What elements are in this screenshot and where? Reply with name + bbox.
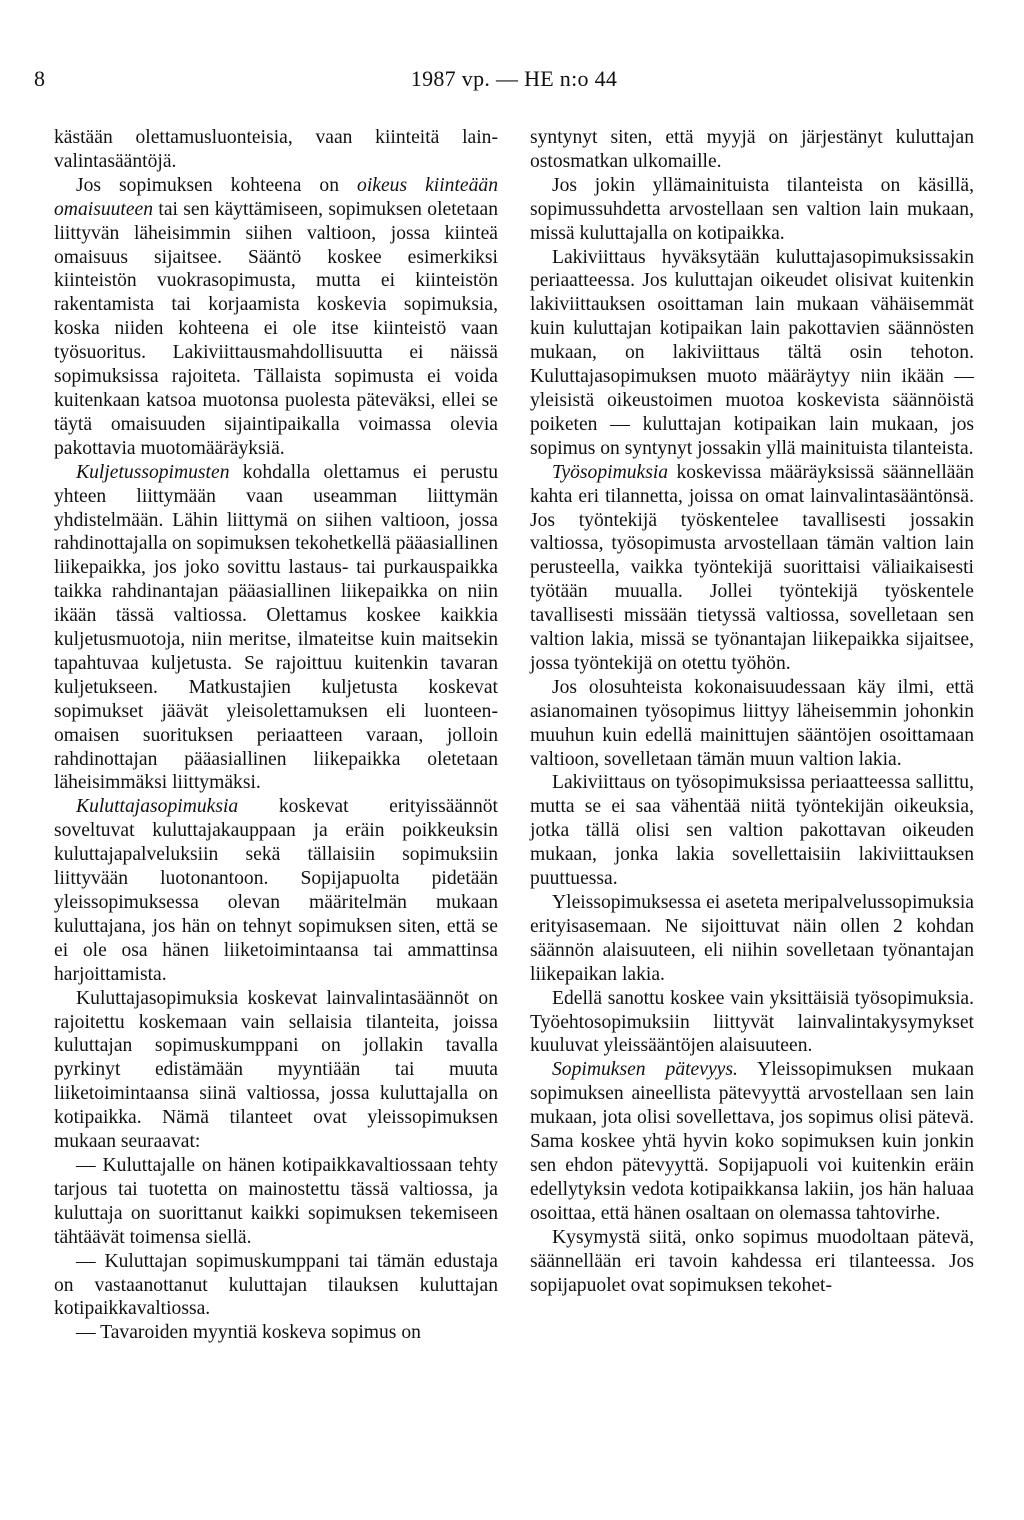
paragraph [530, 461, 974, 676]
text-run: kästään olettamusluonteisia, vaan kiinteitä lainvalintasääntöjä. [54, 127, 498, 172]
text-run: kohdalla olettamus ei perustu yhteen liittymään vaan useamman liittymän yhdistelmään. Lähin liittymä on siihen valtioon, jossa rahdinottajalla on sopimuksen tekohetkellä pääasiallinen liikepaikka, jos joko sovittu lastaus- tai purkauspaikka taikka rahdinantajan pääasiallinen liikepaikka on niin ikään tässä valtiossa. Olettamus koskee kaikkia kuljetusmuotoja, niin meritse, ilmateitse kuin maitsekin tapahtuvaa kuljetusta. Se rajoittuu kuitenkin tavaran kuljetukseen. Matkustajien kuljetusta koskevat sopimukset jäävät yleisolettamuksen eli luonteenomaisen suorituksen periaatteen varaan, jolloin rahdinottajan pääasiallinen liikepaikka oletetaan läheisimmäksi liittymäksi. [54, 461, 498, 794]
paragraph [530, 987, 974, 1059]
page-number: 8 [34, 66, 45, 91]
text-run: Lakiviittaus hyväksytään kuluttajasopimuksissakin periaatteessa. Jos kuluttajan oikeudet olisivat kuitenkin lakiviittauksen osoittaman lain mukaan vähäisemmät kuin kuluttajan kotipaikan lain pakottavien säännösten mukaan, on lakiviittaus tältä osin tehoton. Kuluttajasopimuksen muoto määräytyy niin ikään — yleisistä oikeustoimen muotoa koskevista säännöistä poiketen — kuluttajan kotipaikan lain mukaan, jos sopimus on syntynyt jossakin yllä mainituista tilanteista. [530, 246, 974, 459]
text-run: Kuluttajasopimuksia koskevat lainvalintasäännöt on rajoitettu koskemaan vain sellaisia tilanteita, joissa kuluttajan sopimuskumppani on jollakin tavalla pyrkinyt edistämään myyntiään tai muuta liiketoimintaansa siinä valtiossa, jossa kuluttajalla on kotipaikka. Nämä tilanteet ovat yleissopimuksen mukaan seuraavat: [54, 987, 498, 1153]
right-column [530, 126, 974, 1297]
paragraph [54, 174, 498, 461]
italic-term: Kuljetussopimusten [76, 461, 230, 483]
paragraph [54, 461, 498, 796]
paragraph [530, 126, 974, 174]
paragraph [54, 126, 498, 174]
page-header [34, 66, 994, 96]
paragraph [54, 1250, 498, 1322]
italic-term: oikeus kiinteään omaisuuteen [54, 174, 498, 220]
paragraph [54, 795, 498, 986]
text-run: Yleissopimuksen mukaan sopimuksen aineellista pätevyyttä arvostellaan sen lain mukaan, jota olisi sovellettava, jos sopimus olisi pätevä. Sama koskee yhtä hyvin koko sopimuksen kuin jonkin sen ehdon pätevyyttä. Sopijapuoli voi kuitenkin eräin edellytyksin vedota kotipaikkansa lakiin, jos hän haluaa osoittaa, että hänen osaltaan on olemassa tahtovirhe. [530, 1059, 974, 1224]
paragraph [54, 1154, 498, 1250]
text-run: tai sen käyttämiseen, sopimuksen oletetaan liittyvän läheisimmin siihen valtioon, jossa kiinteä omaisuus sijaitsee. Sääntö koskee esimerkiksi kiinteistön vuokrasopimusta, mutta ei kiinteistön rakentamista tai korjaamista koskevia sopimuksia, koska niiden kohteena ei ole itse kiinteistö vaan työsuoritus. Lakiviittausmahdollisuutta ei näissä sopimuksissa rajoiteta. Tällaista sopimusta ei voida kuitenkaan katsoa muotonsa puolesta päteväksi, ellei se täytä omaisuuden sijaintipaikalla voimassa olevia pakottavia muotomääräyksiä. [54, 198, 498, 459]
paragraph [530, 1226, 974, 1298]
text-run: koskevat erityissäännöt soveltuvat kuluttajakauppaan ja eräin poikkeuksin kuluttajapalveluksiin sekä tällaisiin sopimuksiin liittyvään luotonantoon. Sopijapuolta pidetään yleissopimuksessa olevan määritelmän mukaan kuluttajana, jos hän on tehnyt sopimuksen siten, että se ei ole osa hänen liiketoimintaansa tai ammattinsa harjoittamista. [54, 796, 498, 985]
paragraph [530, 246, 974, 461]
paragraph [530, 891, 974, 987]
text-run: Edellä sanottu koskee vain yksittäisiä työsopimuksia. Työehtosopimuksiin liittyvät lainvalintakysymykset kuuluvat yleissääntöjen alaisuuteen. [530, 987, 974, 1057]
paragraph [530, 174, 974, 246]
text-run: koskevissa määräyksissä säännellään kahta eri tilannetta, joissa on omat lainvalintasääntönsä. Jos työntekijä työskentelee tavallisesti jossakin valtiossa, työsopimusta arvostellaan tämän valtion lain perusteella, vaikka työntekijä suorittaisi väliaikaisesti työtään muualla. Jollei työntekijä työskentele tavallisesti missään tietyssä valtiossa, sovelletaan sen valtion lakia, missä se työnantajan liikepaikka sijaitsee, jossa työntekijä on otettu työhön. [530, 461, 974, 674]
text-run: Lakiviittaus on työsopimuksissa periaatteessa sallittu, mutta se ei saa vähentää niitä työntekijän oikeuksia, jotka tällä olisi sen valtion pakottavan oikeuden mukaan, jonka lakia sovellettaisiin lakiviittauksen puuttuessa. [530, 772, 974, 890]
text-run: syntynyt siten, että myyjä on järjestänyt kuluttajan ostosmatkan ulkomaille. [530, 127, 974, 172]
text-run: Yleissopimuksessa ei aseteta meripalvelussopimuksia erityisasemaan. Ne sijoittuvat näin ollen 2 kohdan säännön alaisuuteen, eli niihin sovelletaan työnantajan liikepaikan lakia. [530, 892, 974, 985]
running-head: 1987 vp. — HE n:o 44 [410, 66, 618, 91]
left-column [54, 126, 498, 1345]
text-run: Jos sopimuksen kohteena on [76, 174, 358, 196]
paragraph [530, 1058, 974, 1225]
italic-term: Työsopimuksia [552, 461, 669, 483]
text-run: — Kuluttajan sopimuskumppani tai tämän edustaja on vastaanottanut kuluttajan tilauksen kuluttajan kotipaikkavaltiossa. [54, 1250, 498, 1320]
text-run: Jos olosuhteista kokonaisuudessaan käy ilmi, että asianomainen työsopimus liittyy läheisemmin johonkin muuhun kuin edellä mainittujen sääntöjen osoittamaan valtioon, sovelletaan tämän muun valtion lakia. [530, 676, 974, 770]
text-run: Jos jokin yllämainituista tilanteista on käsillä, sopimussuhdetta arvostellaan sen valtion lain mukaan, missä kuluttajalla on kotipaikka. [530, 174, 974, 244]
italic-term: Sopimuksen pätevyys. [552, 1059, 738, 1081]
paragraph [530, 676, 974, 772]
text-run: Kysymystä siitä, onko sopimus muodoltaan pätevä, säännellään eri tavoin kahdessa eri tilanteessa. Jos sopijapuolet ovat sopimuksen tekohet- [530, 1226, 974, 1296]
text-run: — Tavaroiden myyntiä koskeva sopimus on [76, 1322, 421, 1344]
italic-term: Kuluttajasopimuksia [76, 796, 239, 818]
paragraph [54, 1321, 498, 1345]
paragraph [530, 771, 974, 891]
paragraph [54, 987, 498, 1154]
text-run: — Kuluttajalle on hänen kotipaikkavaltiossaan tehty tarjous tai tuotetta on mainostettu tässä valtiossa, ja kuluttaja on suorittanut kaikki sopimuksen tekemiseen tähtäävät toimensa siellä. [54, 1154, 498, 1248]
